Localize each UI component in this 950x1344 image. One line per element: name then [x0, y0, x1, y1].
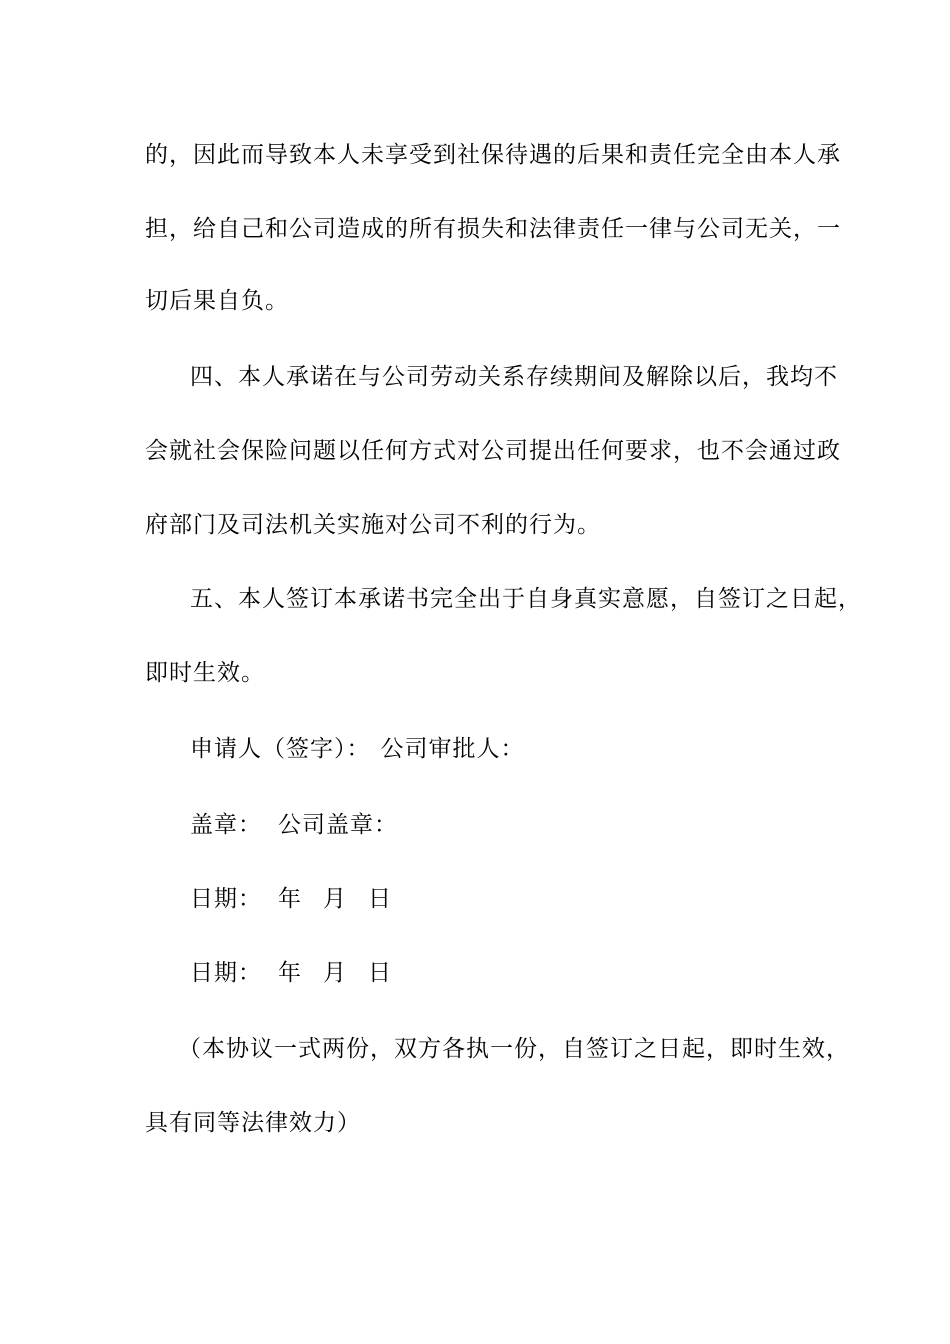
- year-label: 年: [278, 960, 302, 986]
- signature-line-seal: [190, 810, 398, 840]
- paragraph-4-line-1: 四、本人承诺在与公司劳动关系存续期间及解除以后，我均不: [190, 364, 838, 390]
- day-label: 日: [368, 960, 392, 986]
- date-label: 日期：: [190, 886, 262, 912]
- signature-line-applicant: [190, 734, 525, 764]
- paragraph-3-line-3: 切后果自负。: [145, 288, 289, 314]
- paragraph-5-line-2: 即时生效。: [145, 660, 265, 686]
- date-line-2: [190, 958, 392, 988]
- paragraph-3-line-2: 担，给自己和公司造成的所有损失和法律责任一律与公司无关，一: [145, 216, 841, 242]
- note-line-1: （本协议一式两份，双方各执一份，自签订之日起，即时生效，: [178, 1036, 850, 1062]
- year-label: 年: [278, 886, 302, 912]
- seal-label: 盖章：: [190, 812, 262, 838]
- paragraph-3-line-1: 的，因此而导致本人未享受到社保待遇的后果和责任完全由本人承: [145, 142, 841, 168]
- month-label: 月: [323, 886, 347, 912]
- date-label: 日期：: [190, 960, 262, 986]
- note-line-2: 具有同等法律效力）: [145, 1110, 361, 1136]
- paragraph-4-line-3: 府部门及司法机关实施对公司不利的行为。: [145, 512, 601, 538]
- paragraph-5-line-1: 五、本人签订本承诺书完全出于自身真实意愿，自签订之日起，: [190, 586, 862, 612]
- month-label: 月: [323, 960, 347, 986]
- paragraph-4-line-2: 会就社会保险问题以任何方式对公司提出任何要求，也不会通过政: [145, 438, 841, 464]
- applicant-label: 申请人（签字）：: [190, 736, 371, 762]
- company-seal-label: 公司盖章：: [278, 812, 398, 838]
- day-label: 日: [368, 886, 392, 912]
- date-line-1: [190, 884, 392, 914]
- approver-label: 公司审批人：: [380, 736, 525, 762]
